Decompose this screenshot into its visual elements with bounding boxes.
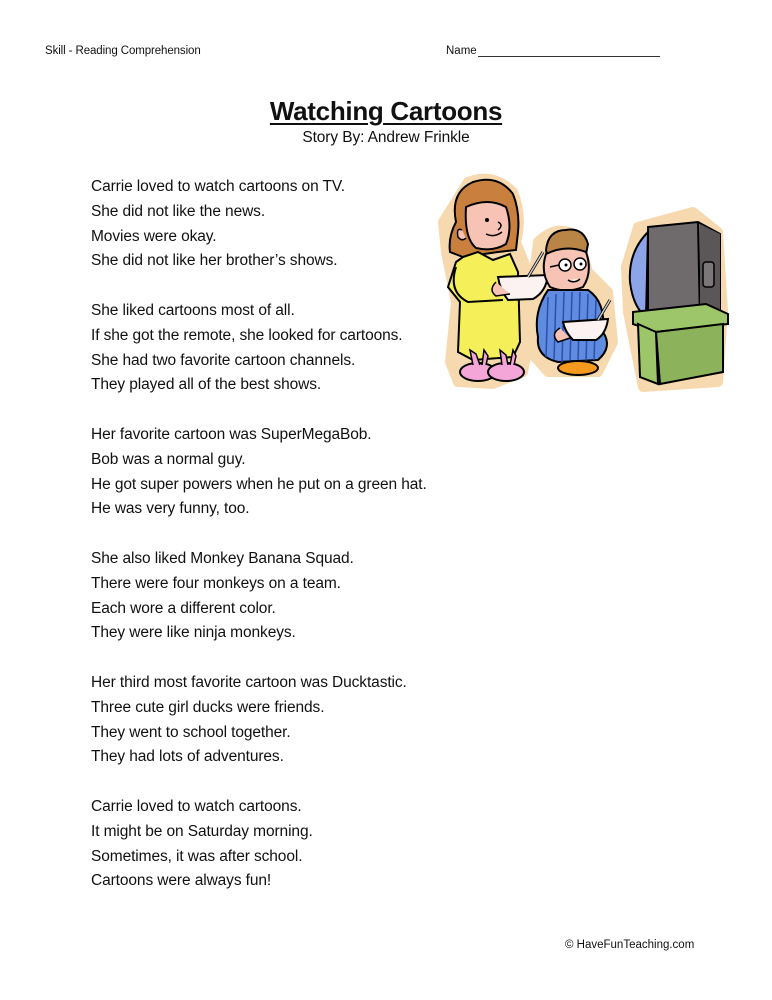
name-label: Name xyxy=(446,45,477,57)
story-line: They had lots of adventures. xyxy=(91,748,284,766)
story-line: Her favorite cartoon was SuperMegaBob. xyxy=(91,425,372,443)
story-line: She did not like the news. xyxy=(91,202,266,220)
stanza xyxy=(91,175,451,274)
story-line: Cartoons were always fun! xyxy=(91,872,272,890)
story-line: Her third most favorite cartoon was Ducktastic. xyxy=(91,673,407,691)
stanza xyxy=(91,547,451,646)
story-line: They went to school together. xyxy=(91,723,291,741)
skill-label: Skill - Reading Comprehension xyxy=(45,45,201,57)
story-line: He was very funny, too. xyxy=(91,500,250,518)
story-line: Carrie loved to watch cartoons. xyxy=(91,797,302,815)
story-line: She had two favorite cartoon channels. xyxy=(91,351,356,369)
name-field xyxy=(446,45,660,57)
story-line: She did not like her brother’s shows. xyxy=(91,252,338,270)
story-line: He got super powers when he put on a green hat. xyxy=(91,475,427,493)
name-blank-line[interactable] xyxy=(478,45,660,57)
story-line: Three cute girl ducks were friends. xyxy=(91,698,325,716)
story-line: She liked cartoons most of all. xyxy=(91,301,295,319)
page-title: Watching Cartoons xyxy=(269,96,503,126)
boy-figure xyxy=(537,230,610,375)
story-line: It might be on Saturday morning. xyxy=(91,822,313,840)
stanza xyxy=(91,299,451,398)
story-line: She also liked Monkey Banana Squad. xyxy=(91,549,354,567)
story-line: Each wore a different color. xyxy=(91,599,276,617)
story-line: Movies were okay. xyxy=(91,227,217,245)
story-line: There were four monkeys on a team. xyxy=(91,574,341,592)
story-line: If she got the remote, she looked for cartoons. xyxy=(91,326,403,344)
byline: Story By: Andrew Frinkle xyxy=(302,129,470,146)
stanza xyxy=(91,795,451,894)
kids-watching-tv-illustration xyxy=(438,172,733,394)
stanza xyxy=(91,671,451,770)
story-line: Sometimes, it was after school. xyxy=(91,847,303,865)
story-body xyxy=(91,175,451,919)
title-block xyxy=(0,96,772,147)
story-line: They played all of the best shows. xyxy=(91,376,322,394)
copyright-footer: © HaveFunTeaching.com xyxy=(565,939,695,951)
stanza xyxy=(91,423,451,522)
tv-figure xyxy=(630,222,728,384)
story-line: They were like ninja monkeys. xyxy=(91,624,296,642)
story-line: Bob was a normal guy. xyxy=(91,450,246,468)
story-line: Carrie loved to watch cartoons on TV. xyxy=(91,178,345,195)
